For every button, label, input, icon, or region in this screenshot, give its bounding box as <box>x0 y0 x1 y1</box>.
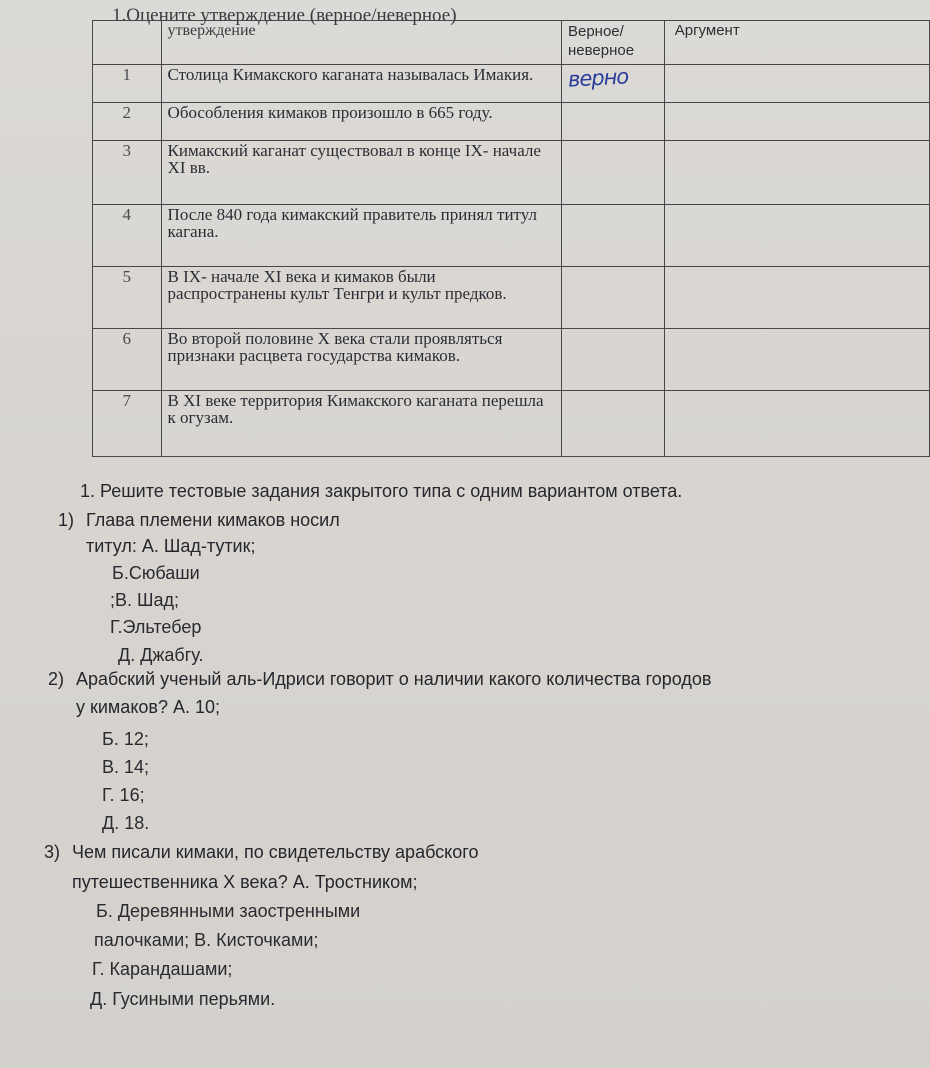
question-3-line2: путешественника X века? А. Тростником; <box>72 872 418 892</box>
question-1-line2: титул: А. Шад-тутик; <box>86 536 256 556</box>
task1-title: 1.Оцените утверждение (верное/неверное) <box>112 5 457 26</box>
row-verdict-cell[interactable] <box>561 141 664 205</box>
row-statement: Обособления кимаков произошло в 665 году. <box>161 103 561 141</box>
header-statement: утверждение <box>161 21 561 65</box>
table-row <box>93 65 930 103</box>
question-text: Глава племени кимаков носил <box>86 510 340 530</box>
row-number: 4 <box>93 205 162 267</box>
question-2-line2: у кимаков? А. 10; <box>76 697 221 717</box>
table-row <box>93 205 930 267</box>
answer-option[interactable]: Б.Сюбаши <box>112 563 200 583</box>
answer-option[interactable]: Б. 12; <box>102 729 149 749</box>
answer-option[interactable]: Б. Деревянными заостренными <box>96 901 361 921</box>
answer-option[interactable]: Г. 16; <box>102 785 145 805</box>
row-verdict-cell[interactable] <box>561 205 664 267</box>
row-statement: После 840 года кимакский правитель принял титул кагана. <box>161 205 561 267</box>
table-row <box>93 329 930 391</box>
row-statement: В XI веке территория Кимакского каганата перешла к огузам. <box>161 391 561 457</box>
answer-option[interactable]: Г.Эльтебер <box>110 617 202 637</box>
question-number: 2) <box>48 669 65 689</box>
question-text: Чем писали кимаки, по свидетельству арабского <box>72 842 479 862</box>
row-statement: В IX- начале XI века и кимаков были распространены культ Тенгри и культ предков. <box>161 267 561 329</box>
answer-option[interactable]: Д. 18. <box>102 813 150 833</box>
row-argument-cell[interactable] <box>664 103 929 141</box>
row-verdict-cell[interactable] <box>561 65 664 103</box>
table-row <box>93 103 930 141</box>
row-argument-cell[interactable] <box>664 141 929 205</box>
answer-option[interactable]: Д. Гусиными перьями. <box>90 989 276 1009</box>
row-number: 5 <box>93 267 162 329</box>
table-row <box>93 267 930 329</box>
question-3 <box>44 839 478 865</box>
row-argument-cell[interactable] <box>664 267 929 329</box>
question-number: 3) <box>44 842 61 862</box>
answer-option[interactable]: Г. Карандашами; <box>92 959 233 979</box>
question-text: Арабский ученый аль-Идриси говорит о наличии какого количества городов <box>76 669 712 689</box>
header-verdict: Верное/ неверное <box>561 21 664 65</box>
row-verdict-cell[interactable] <box>561 103 664 141</box>
question-number: 1) <box>58 510 75 530</box>
row-number: 7 <box>93 391 162 457</box>
answer-option[interactable]: Д. Джабгу. <box>118 645 204 665</box>
row-statement: Кимакский каганат существовал в конце IX- начале XI вв. <box>161 141 561 205</box>
row-number: 3 <box>93 141 162 205</box>
row-number: 2 <box>93 103 162 141</box>
row-argument-cell[interactable] <box>664 329 929 391</box>
row-argument-cell[interactable] <box>664 205 929 267</box>
row-argument-cell[interactable] <box>664 391 929 457</box>
answer-option[interactable]: В. 14; <box>102 757 150 777</box>
answer-option[interactable]: палочками; В. Кисточками; <box>94 930 319 950</box>
table-row <box>93 141 930 205</box>
question-2 <box>48 666 711 692</box>
row-verdict-cell[interactable] <box>561 391 664 457</box>
answer-option[interactable]: ;В. Шад; <box>110 590 180 610</box>
row-statement: Столица Кимакского каганата называлась Имакия. <box>161 65 561 103</box>
table-header-row <box>93 21 930 65</box>
row-number: 1 <box>93 65 162 103</box>
header-argument: Аргумент <box>664 21 929 65</box>
row-argument-cell[interactable] <box>664 65 929 103</box>
row-verdict-cell[interactable] <box>561 267 664 329</box>
row-verdict-cell[interactable] <box>561 329 664 391</box>
header-num-cell <box>93 21 162 65</box>
row-number: 6 <box>93 329 162 391</box>
task2-title: 1. Решите тестовые задания закрытого типа с одним вариантом ответа. <box>80 481 683 501</box>
statements-table <box>92 20 930 457</box>
handwritten-answer: верно <box>567 64 629 92</box>
row-statement: Во второй половине X века стали проявляться признаки расцвета государства кимаков. <box>161 329 561 391</box>
question-1 <box>58 507 340 533</box>
table-row <box>93 391 930 457</box>
